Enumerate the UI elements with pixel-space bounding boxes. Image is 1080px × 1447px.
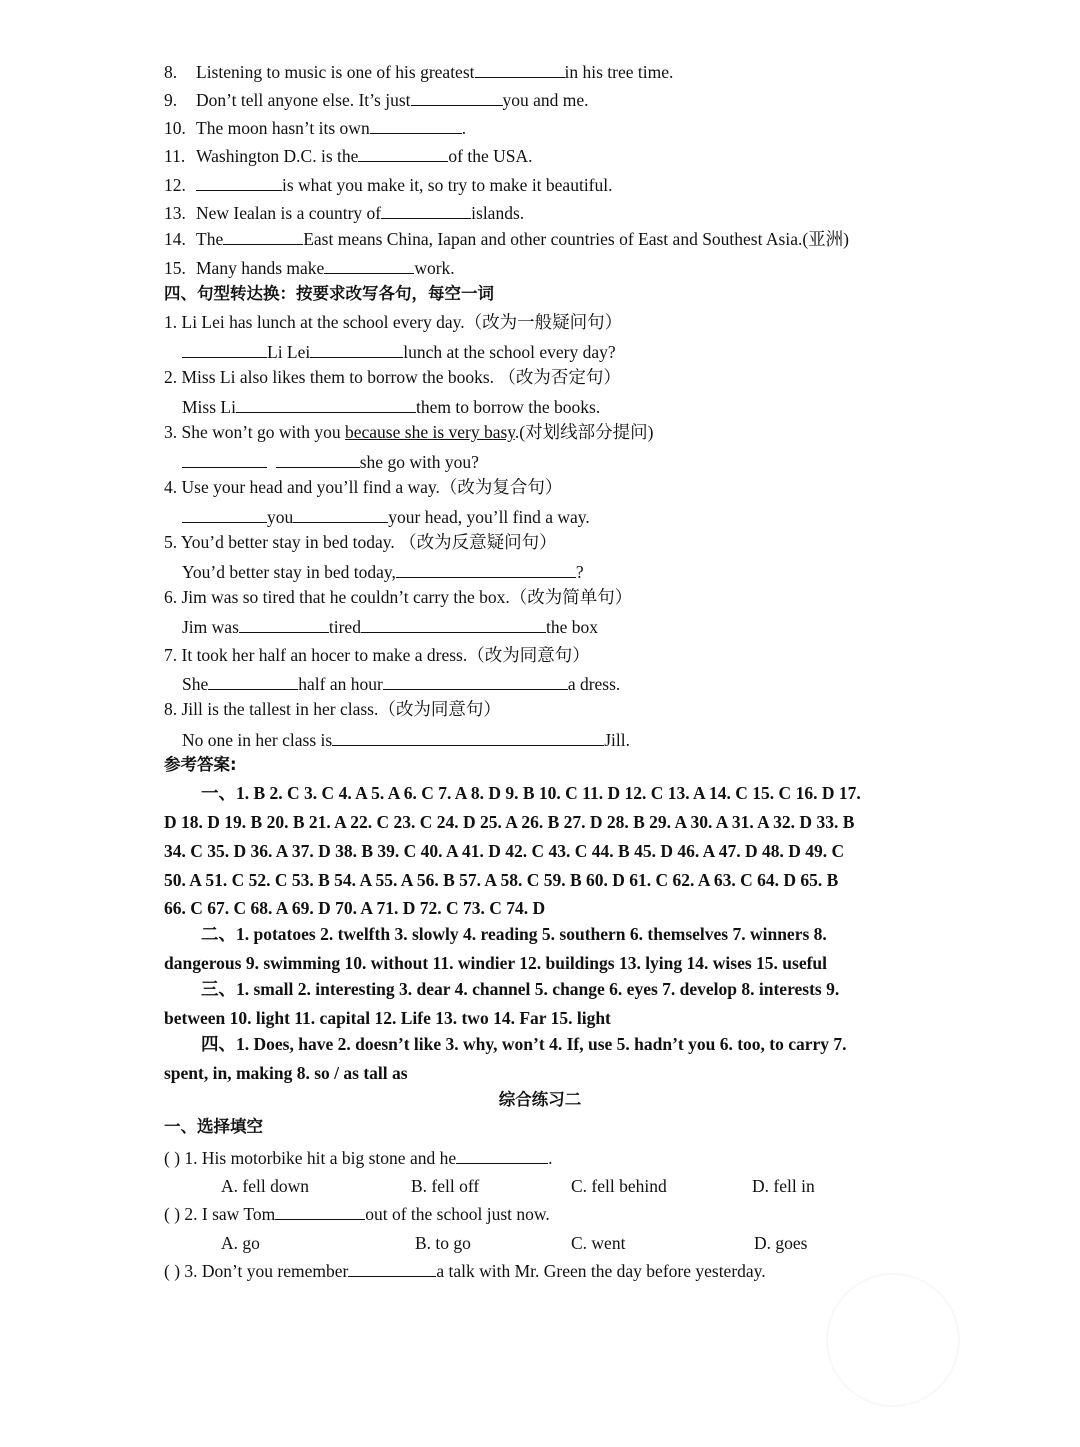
answer-key-heading: 参考答案: xyxy=(164,755,237,774)
fill-item-12: 12. is what you make it, so try to make it beautiful. xyxy=(164,175,613,195)
answer-blank xyxy=(236,397,416,413)
answer-blank xyxy=(332,730,604,746)
answer-blank xyxy=(411,90,503,106)
fill-item-9: 9. Don’t tell anyone else. It’s just you and me. xyxy=(164,90,589,110)
fill-item-10: 10. The moon hasn’t its own . xyxy=(164,118,467,138)
part-title: 综合练习二 xyxy=(498,1090,582,1109)
answer-blank xyxy=(475,62,565,78)
choice-question-3: ( ) 3. Don’t you remember a talk with Mr. Green the day before yesterday. xyxy=(164,1261,766,1281)
answer-blank xyxy=(324,258,414,274)
rewrite-question-1: 1. Li Lei has lunch at the school every day.（改为一般疑问句） xyxy=(164,312,623,332)
answer-blank xyxy=(383,674,568,690)
answer-line: 一、1. B 2. C 3. C 4. A 5. A 6. C 7. A 8. D 9. B 10. C 11. D 12. C 13. A 14. C 15. C 16. D 17. xyxy=(201,783,861,803)
answer-line: 34. C 35. D 36. A 37. D 38. B 39. C 40. A 41. D 42. C 43. C 44. B 45. D 46. A 47. D 48. D 49. C xyxy=(164,841,845,861)
answer-line: 四、1. Does, have 2. doesn’t like 3. why, won’t 4. If, use 5. hadn’t you 6. too, to carry 7. xyxy=(201,1034,847,1054)
rewrite-answer-8: No one in her class is Jill. xyxy=(182,730,630,750)
choice-option-a: A. fell down xyxy=(221,1176,309,1196)
answer-blank xyxy=(361,617,546,633)
rewrite-question-8: 8. Jill is the tallest in her class.（改为同意句） xyxy=(164,699,501,719)
answer-blank xyxy=(456,1148,548,1164)
rewrite-answer-6: Jim was tired the box xyxy=(182,617,598,637)
choice-option-d: D. goes xyxy=(754,1233,808,1253)
rewrite-question-4: 4. Use your head and you’ll find a way.（改为复合句） xyxy=(164,477,563,497)
choice-option-d: D. fell in xyxy=(752,1176,815,1196)
answer-blank xyxy=(208,674,298,690)
rewrite-question-5: 5. You’d better stay in bed today. （改为反意疑问句） xyxy=(164,532,557,552)
answer-line: dangerous 9. swimming 10. without 11. windier 12. buildings 13. lying 14. wises 15. useful xyxy=(164,953,828,973)
section-heading: 一、选择填空 xyxy=(164,1117,263,1136)
answer-blank xyxy=(370,118,462,134)
answer-line: between 10. light 11. capital 12. Life 13. two 14. Far 15. light xyxy=(164,1008,611,1028)
answer-blank xyxy=(182,452,267,468)
choice-option-c: C. went xyxy=(571,1233,626,1253)
rewrite-answer-1: Li Lei lunch at the school every day? xyxy=(182,341,616,363)
fill-item-15: 15. Many hands make work. xyxy=(164,258,455,278)
answer-line: 二、1. potatoes 2. twelfth 3. slowly 4. reading 5. southern 6. themselves 7. winners 8. xyxy=(201,924,827,944)
choice-question-2: ( ) 2. I saw Tom out of the school just now. xyxy=(164,1204,550,1224)
rewrite-answer-3: she go with you? xyxy=(182,451,479,473)
answer-line: 三、1. small 2. interesting 3. dear 4. channel 5. change 6. eyes 7. develop 8. interests 9. xyxy=(201,979,840,999)
answer-blank xyxy=(396,562,576,578)
choice-option-c: C. fell behind xyxy=(571,1176,667,1196)
rewrite-answer-2: Miss Li them to borrow the books. xyxy=(182,397,601,417)
rewrite-question-7: 7. It took her half an hocer to make a dress.（改为同意句） xyxy=(164,645,590,665)
choice-option-b: B. fell off xyxy=(411,1176,480,1196)
section-heading: 四、句型转达换：按要求改写各句，每空一词 xyxy=(164,284,494,303)
answer-line: 66. C 67. C 68. A 69. D 70. A 71. D 72. C 73. C 74. D xyxy=(164,898,546,918)
underlined-part: because she is very basy xyxy=(345,422,515,442)
rewrite-answer-5: You’d better stay in bed today, ? xyxy=(182,562,584,582)
answer-blank xyxy=(239,617,329,633)
answer-blank xyxy=(182,342,267,358)
answer-line: 50. A 51. C 52. C 53. B 54. A 55. A 56. B 57. A 58. C 59. B 60. D 61. C 62. A 63. C 64. D 65. B xyxy=(164,870,839,890)
answer-blank xyxy=(223,229,303,245)
rewrite-question-6: 6. Jim was so tired that he couldn’t carry the box.（改为简单句） xyxy=(164,587,633,607)
answer-blank xyxy=(196,175,282,191)
answer-blank xyxy=(358,146,448,162)
answer-blank xyxy=(310,342,403,358)
answer-blank xyxy=(276,452,360,468)
watermark-stamp xyxy=(800,1247,987,1434)
answer-blank xyxy=(381,203,471,219)
fill-item-14: 14. The East means China, Iapan and other countries of East and Southest Asia.(亚洲) xyxy=(164,229,849,249)
answer-blank xyxy=(348,1261,436,1277)
answer-blank xyxy=(182,507,267,523)
answer-line: spent, in, making 8. so / as tall as xyxy=(164,1063,408,1083)
rewrite-answer-7: She half an hour a dress. xyxy=(182,674,621,694)
rewrite-question-2: 2. Miss Li also likes them to borrow the books. （改为否定句） xyxy=(164,367,621,387)
choice-question-1: ( ) 1. His motorbike hit a big stone and he . xyxy=(164,1148,553,1168)
rewrite-answer-4: you your head, you’ll find a way. xyxy=(182,506,590,528)
fill-item-11: 11. Washington D.C. is the of the USA. xyxy=(164,146,533,166)
answer-line: D 18. D 19. B 20. B 21. A 22. C 23. C 24. D 25. A 26. B 27. D 28. B 29. A 30. A 31. A 32. D 33. B xyxy=(164,812,855,832)
fill-item-8: 8. Listening to music is one of his greatest in his tree time. xyxy=(164,62,674,82)
answer-blank xyxy=(293,507,388,523)
rewrite-question-3: 3. She won’t go with you because she is very basy.(对划线部分提问) xyxy=(164,422,654,442)
answer-blank xyxy=(275,1204,365,1220)
fill-item-13: 13. New Iealan is a country of islands. xyxy=(164,203,525,223)
choice-option-a: A. go xyxy=(221,1233,260,1253)
choice-option-b: B. to go xyxy=(415,1233,471,1253)
